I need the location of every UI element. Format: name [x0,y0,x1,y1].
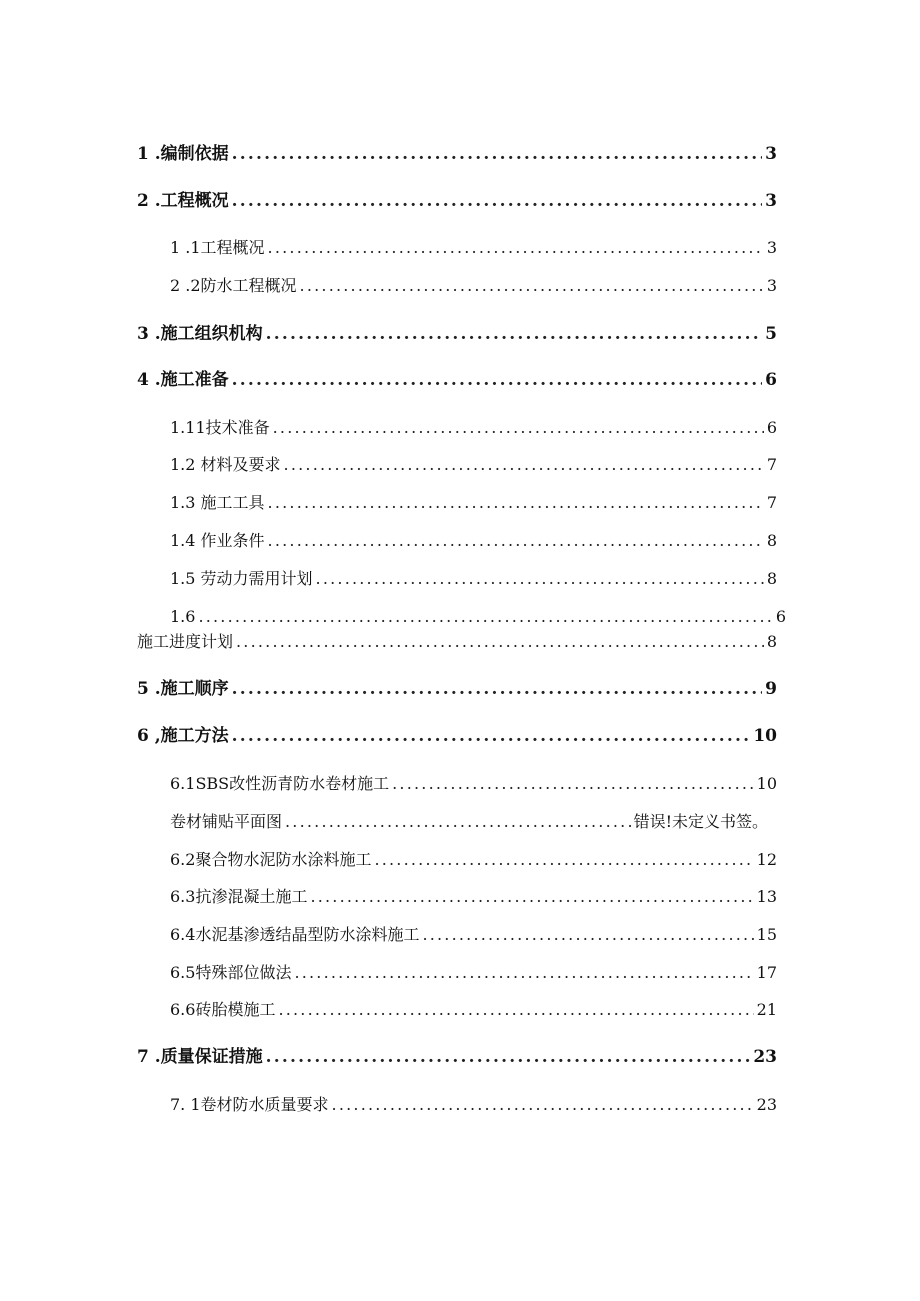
dot-leader [300,273,764,299]
toc-entry-7[interactable] [137,1044,777,1070]
toc-entry-label: 2 .工程概况 [137,191,229,211]
toc-entry-6-5[interactable] [170,960,777,986]
toc-entry-page: 错误!未定义书签。 [633,812,768,831]
toc-entry-2-2[interactable] [170,273,777,299]
toc-entry-4-2[interactable] [170,452,777,478]
toc-entry-page: 9 [765,679,777,699]
toc-entry-2[interactable] [137,188,777,214]
toc-entry-page: 13 [756,887,777,906]
toc-entry-page: 6 [766,418,777,437]
toc-entry-page: 7 [766,455,777,474]
dot-leader [310,884,753,910]
toc-entry-label: 3 .施工组织机构 [137,324,263,344]
toc-entry-label: 6.4水泥基渗透结晶型防水涂料施工 [170,925,420,944]
toc-entry-label: 1.3 施工工具 [170,493,265,512]
dot-leader [285,809,631,835]
toc-entry-label: 6.2聚合物水泥防水涂料施工 [170,850,372,869]
toc-entry-4-4[interactable] [170,528,777,554]
toc-entry-label: 6.3抗渗混凝土施工 [170,887,308,906]
toc-entry-label: 6 ,施工方法 [137,726,229,746]
toc-entry-5[interactable] [137,676,777,702]
toc-entry-4-5[interactable] [170,566,777,592]
dot-leader [392,771,754,797]
dot-leader [232,676,762,702]
toc-entry-label: 1.5 劳动力需用计划 [170,569,313,588]
toc-entry-label: 4 .施工准备 [137,370,229,390]
toc-entry-label: 6.6砖胎模施工 [170,1000,276,1019]
toc-entry-7-1[interactable] [170,1092,777,1118]
toc-entry-page: 15 [756,925,777,944]
toc-entry-label: 1.6 [170,607,196,626]
toc-entry-page: 3 [766,276,777,295]
dot-leader [273,415,764,441]
toc-entry-label: 6.5特殊部位做法 [170,963,292,982]
toc-entry-page: 6 [765,370,777,390]
toc-entry-label: 1.2 材料及要求 [170,455,281,474]
toc-entry-label: 6.1SBS改性沥青防水卷材施工 [170,774,390,793]
dot-leader [332,1092,754,1118]
dot-leader [232,141,762,167]
toc-entry-6[interactable] [137,723,777,749]
dot-leader [284,452,764,478]
toc-entry-label: 1.11技术准备 [170,418,270,437]
toc-entry-label: 卷材铺贴平面图 [170,812,283,831]
toc-entry-page: 8 [766,569,777,588]
toc-entry-label: 7. 1卷材防水质量要求 [170,1095,329,1114]
toc-entry-3[interactable] [137,321,777,347]
toc-entry-label: 7 .质量保证措施 [137,1047,263,1067]
toc-entry-4[interactable] [137,367,777,393]
toc-entry-page: 8 [766,531,777,550]
toc-entry-6-6[interactable] [170,997,777,1023]
dot-leader [374,847,753,873]
dot-leader [268,490,764,516]
toc-entry-page: 23 [756,1095,777,1114]
toc-entry-label: 1.4 作业条件 [170,531,265,550]
toc-entry-page: 17 [756,963,777,982]
toc-entry-schedule[interactable] [137,629,777,655]
dot-leader [232,723,751,749]
toc-entry-page: 3 [765,144,777,164]
toc-entry-page: 7 [766,493,777,512]
dot-leader [266,321,762,347]
dot-leader [294,960,753,986]
toc-entry-page: 10 [753,726,777,746]
toc-entry-6-1-plan[interactable] [170,809,768,835]
toc-entry-page: 3 [766,238,777,257]
toc-entry-1[interactable] [137,141,777,167]
dot-leader [316,566,764,592]
toc-entry-page: 8 [766,632,777,651]
toc-entry-page: 6 [775,607,786,626]
dot-leader [268,235,764,261]
dot-leader [422,922,753,948]
dot-leader [232,367,762,393]
dot-leader [266,1044,751,1070]
toc-entry-label: 1 .编制依据 [137,144,229,164]
toc-entry-6-2[interactable] [170,847,777,873]
toc-entry-page: 3 [765,191,777,211]
toc-entry-2-1[interactable] [170,235,777,261]
toc-entry-6-4[interactable] [170,922,777,948]
dot-leader [278,997,753,1023]
toc-entry-4-6[interactable] [170,604,786,630]
toc-entry-4-1[interactable] [170,415,777,441]
toc-entry-6-3[interactable] [170,884,777,910]
dot-leader [198,604,772,630]
toc-entry-label: 2 .2防水工程概况 [170,276,297,295]
toc-entry-page: 23 [753,1047,777,1067]
toc-entry-page: 10 [756,774,777,793]
toc-entry-6-1[interactable] [170,771,777,797]
dot-leader [268,528,764,554]
toc-entry-4-3[interactable] [170,490,777,516]
toc-entry-page: 21 [756,1000,777,1019]
toc-entry-page: 12 [756,850,777,869]
toc-entry-label: 5 .施工顺序 [137,679,229,699]
dot-leader [232,188,762,214]
toc-entry-label: 施工进度计划 [137,632,234,651]
toc-entry-label: 1 .1工程概况 [170,238,265,257]
dot-leader [236,629,764,655]
toc-entry-page: 5 [765,324,777,344]
